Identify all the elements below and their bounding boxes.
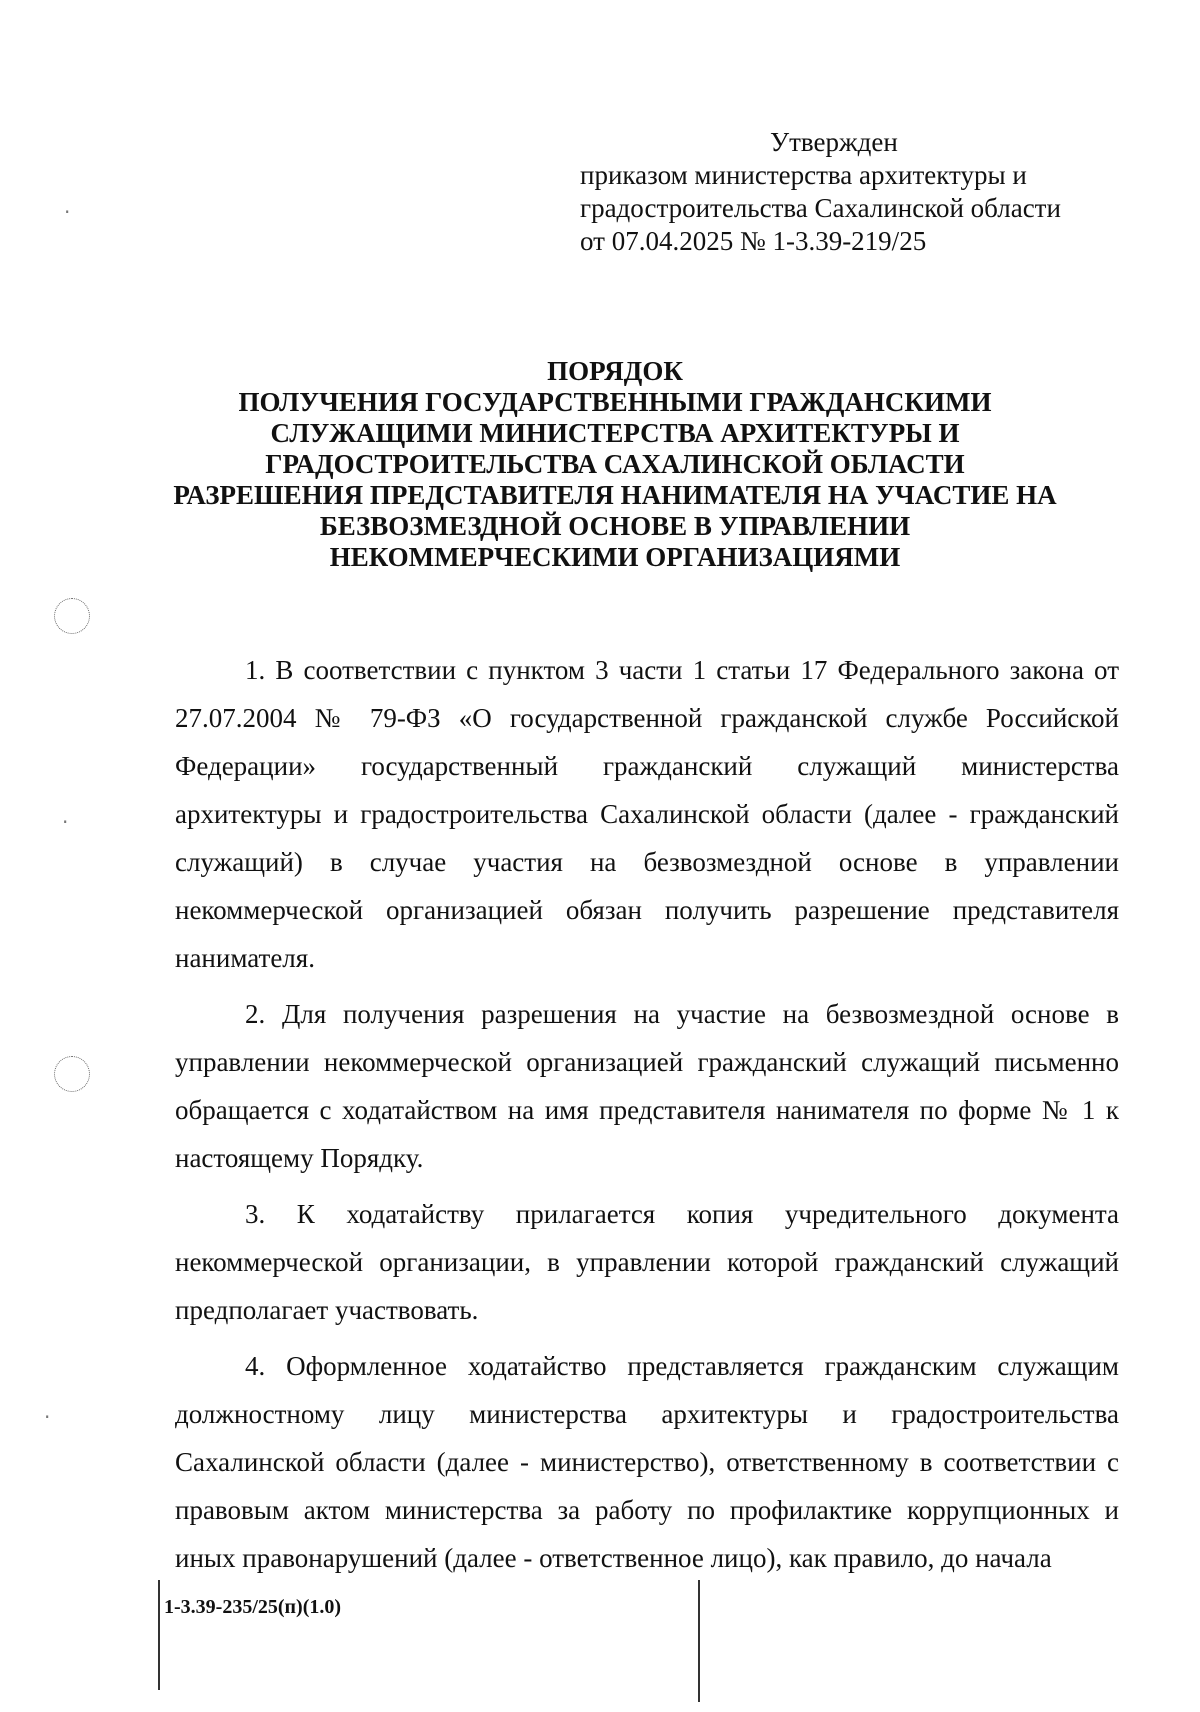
scan-punch-hole-mark	[54, 598, 90, 634]
approval-line-approved: Утвержден	[770, 127, 898, 157]
approval-line-date-number: от 07.04.2025 № 1-3.39-219/25	[580, 226, 927, 256]
title-line-1: ПОРЯДОК	[547, 356, 683, 386]
document-body	[175, 646, 1119, 1590]
paragraph-1: 1. В соответствии с пунктом 3 части 1 статьи 17 Федерального закона от 27.07.2004 № 79-ФЗ «О государственной гражданской службе Российской Федерации» государственный гражданский служащий министерства архитектуры и градостроительства Сахалинской области (далее - гражданский служащий) в случае участия на безвозмездной основе в управлении некоммерческой организацией обязан получить разрешение представителя нанимателя.	[175, 655, 1119, 973]
title-line-7: НЕКОММЕРЧЕСКИМИ ОРГАНИЗАЦИЯМИ	[329, 542, 901, 572]
scan-punch-hole-mark	[54, 1056, 90, 1092]
approval-line-ministry: градостроительства Сахалинской области	[580, 193, 1061, 223]
footer-right-rule	[698, 1580, 700, 1702]
paragraph-2: 2. Для получения разрешения на участие на безвозмездной основе в управлении некоммерческой организацией гражданский служащий письменно обращается с ходатайством на имя представителя нанимателя по форме № 1 к настоящему Порядку.	[175, 999, 1119, 1173]
approval-line-order: приказом министерства архитектуры и	[580, 160, 1027, 190]
paragraph-3: 3. К ходатайству прилагается копия учредительного документа некоммерческой организации, в управлении которой гражданский служащий предполагает участвовать.	[175, 1199, 1119, 1325]
scan-speck: ·	[64, 200, 71, 224]
title-line-3: СЛУЖАЩИМИ МИНИСТЕРСТВА АРХИТЕКТУРЫ И	[270, 418, 960, 448]
footer-left-rule	[158, 1580, 160, 1690]
scan-speck: ·	[44, 1405, 51, 1429]
title-line-5: РАЗРЕШЕНИЯ ПРЕДСТАВИТЕЛЯ НАНИМАТЕЛЯ НА УЧАСТИЕ НА	[173, 480, 1057, 510]
scan-speck: ·	[62, 810, 69, 834]
title-line-2: ПОЛУЧЕНИЯ ГОСУДАРСТВЕННЫМИ ГРАЖДАНСКИМИ	[238, 387, 992, 417]
title-line-4: ГРАДОСТРОИТЕЛЬСТВА САХАЛИНСКОЙ ОБЛАСТИ	[265, 449, 965, 479]
paragraph-4: 4. Оформленное ходатайство представляется гражданским служащим должностному лицу министерства архитектуры и градостроительства Сахалинской области (далее - министерство), ответственному в соответствии с правовым актом министерства за работу по профилактике коррупционных и иных правонарушений (далее - ответственное лицо), как правило, до начала	[175, 1351, 1119, 1573]
title-line-6: БЕЗВОЗМЕЗДНОЙ ОСНОВЕ В УПРАВЛЕНИИ	[319, 511, 911, 541]
document-registration-code: 1-3.39-235/25(п)(1.0)	[164, 1596, 342, 1618]
document-title	[150, 356, 1080, 573]
approval-stamp-block	[580, 126, 1140, 258]
